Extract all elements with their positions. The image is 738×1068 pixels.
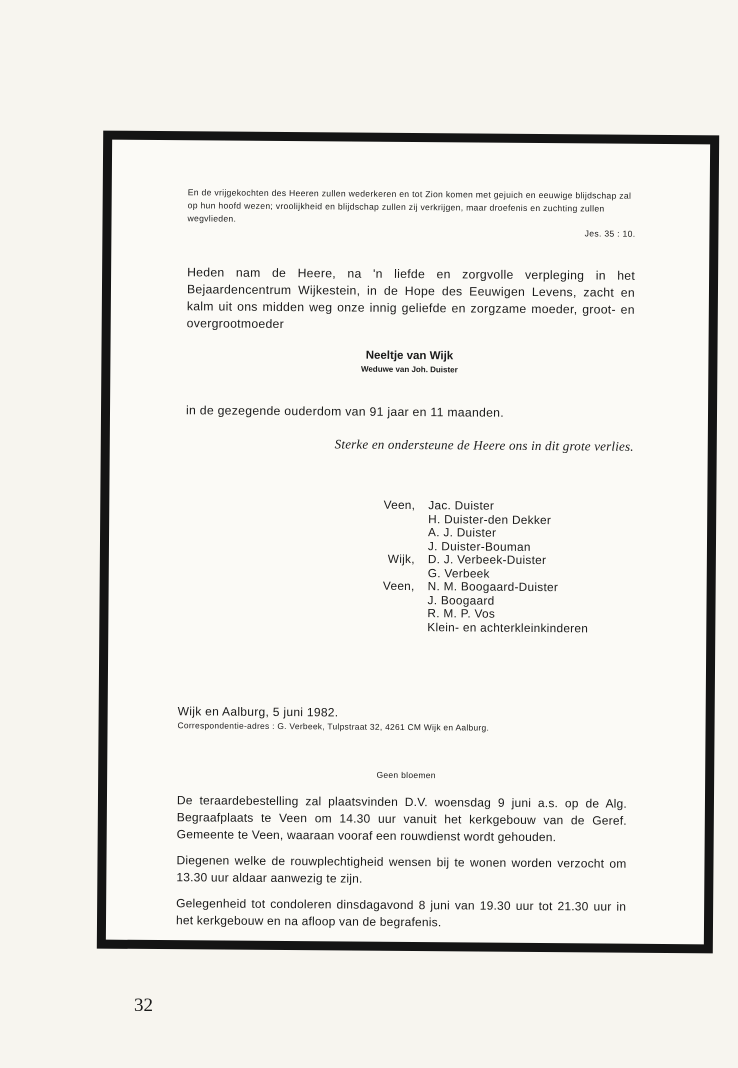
- family-list: [368, 499, 589, 636]
- family-member: R. M. P. Vos: [427, 606, 496, 621]
- family-place: [368, 620, 427, 634]
- family-member: A. J. Duister: [428, 525, 497, 540]
- page-number: 32: [134, 995, 153, 1016]
- funeral-notices: [176, 792, 627, 942]
- family-place: Veen,: [383, 497, 416, 513]
- obituary-card: [97, 131, 719, 954]
- place-date: Wijk en Aalburg, 5 juni 1982.: [177, 704, 339, 720]
- family-member: G. Verbeek: [427, 565, 490, 581]
- epigraph-text: En de vrijgekochten des Heeren zullen wederkeren en tot Zion komen met gejuich en eeuwige blijdschap zal op hun hoofd wezen; vroolijkheid en blijdschap zullen zij verkrijgen, maar droefenis en zuchting zullen wegvlieden.: [187, 187, 632, 224]
- deceased-subtitle: Weduwe van Joh. Duister: [360, 364, 458, 375]
- condolence-notice: Gelegenheid tot condoleren dinsdagavond 8 juni van 19.30 uur tot 21.30 uur in het kerkgebouw en na afloop van de begrafenis.: [175, 896, 627, 930]
- family-place: [369, 526, 428, 540]
- family-place: [368, 593, 427, 607]
- correspondence-address: Correspondentie-adres : G. Verbeek, Tulpstraat 32, 4261 CM Wijk en Aalburg.: [177, 720, 490, 733]
- family-place: Wijk,: [387, 551, 415, 567]
- family-member: Jac. Duister: [428, 498, 495, 513]
- family-member: Klein- en achterkleinkinderen: [427, 619, 589, 635]
- burial-notice: De teraardebestelling zal plaatsvinden D.V. woensdag 9 juni a.s. op de Alg. Begraafplaats te Veen om 14.30 uur vanuit het kerkgebouw van de Geref. Gemeente te Veen, waaraan vooraf een rouwdienst wordt gehouden.: [176, 793, 628, 845]
- epigraph: [187, 186, 635, 241]
- family-place: [368, 607, 427, 621]
- family-row: [368, 620, 588, 635]
- no-flowers-note: Geen bloemen: [376, 769, 436, 781]
- epigraph-reference: Jes. 35 : 10.: [584, 228, 636, 239]
- attendance-notice: Diegenen welke de rouwplechtigheid wensen bij te wonen worden verzocht om 13.30 uur aldaar aanwezig te zijn.: [176, 853, 627, 886]
- family-member: J. Duister-Bouman: [427, 538, 531, 554]
- family-member: N. M. Boogaard-Duister: [427, 579, 559, 595]
- announcement-intro: Heden nam de Heere, na 'n liefde en zorgvolle verpleging in het Bejaardencentrum Wijkestein, in de Hope des Eeuwigen Levens, zacht en kalm uit ons midden weg onze innig geliefde en zorgzame moeder, groot- en overgrootmoeder: [186, 265, 636, 332]
- family-place: [369, 512, 428, 526]
- family-member: H. Duister-den Dekker: [428, 511, 552, 527]
- family-member: D. J. Verbeek-Duister: [427, 552, 547, 568]
- deceased-block: [110, 347, 708, 378]
- age-text: in de gezegende ouderdom van 91 jaar en 11 maanden.: [185, 403, 505, 420]
- family-member: J. Boogaard: [427, 592, 495, 608]
- family-place: Veen,: [382, 578, 415, 594]
- deceased-name: Neeltje van Wijk: [365, 349, 454, 363]
- verse: Sterke en ondersteune de Heere ons in dit grote verlies.: [334, 436, 634, 454]
